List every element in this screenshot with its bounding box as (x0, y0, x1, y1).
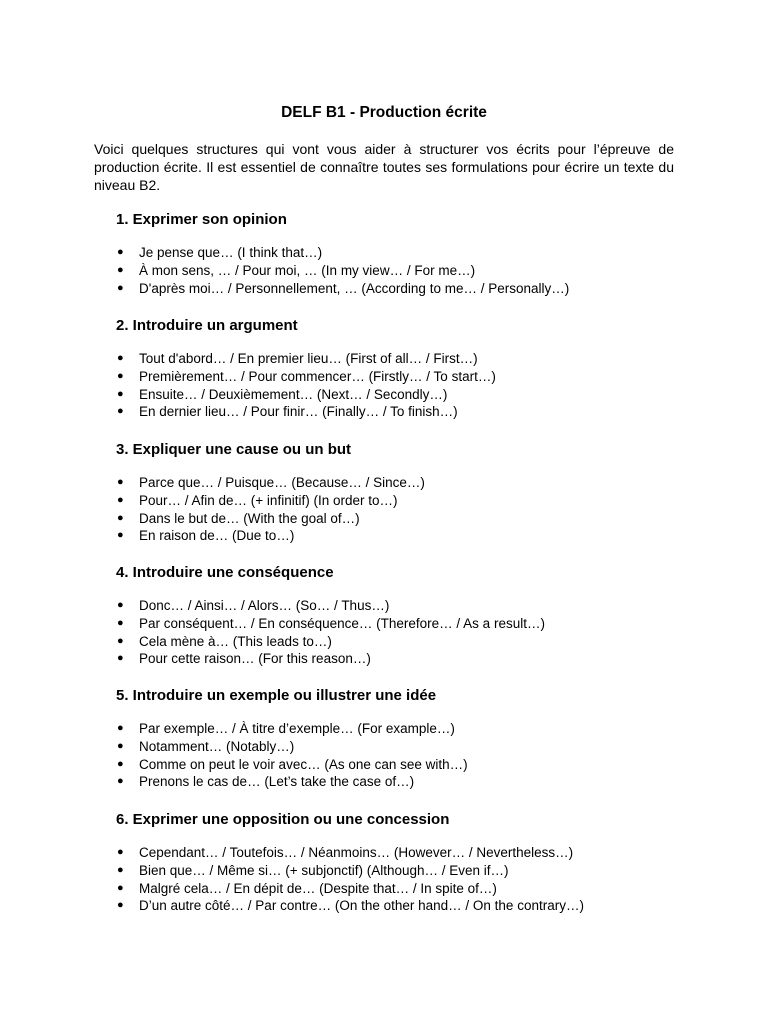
list-item-text: Bien que… / Même si… (+ subjonctif) (Although… / Even if…) (139, 862, 509, 878)
section-heading: 4. Introduire une conséquence (116, 564, 334, 581)
list-item-text: D'après moi… / Personnellement, … (According to me… / Personally…) (139, 280, 570, 296)
list-item-text: Cependant… / Toutefois… / Néanmoins… (However… / Nevertheless…) (139, 845, 574, 860)
bullet-icon: ● (117, 739, 124, 752)
bullet-icon: ● (117, 246, 124, 258)
list-item (116, 773, 676, 791)
list-item-text: Cela mène à… (This leads to…) (139, 633, 332, 649)
list-item-text: Parce que… / Puisque… (Because… / Since…) (139, 475, 425, 490)
list-item-text: En dernier lieu… / Pour finir… (Finally… / To finish…) (139, 404, 458, 420)
list-item-text: Par exemple… / À titre d’exemple… (For example…) (139, 721, 455, 736)
bullet-icon: ● (117, 863, 124, 876)
section-heading: 1. Exprimer son opinion (116, 211, 287, 228)
bullet-icon: ● (117, 281, 124, 294)
bullet-icon: ● (117, 775, 124, 788)
bullet-icon: ● (117, 616, 124, 629)
list-item (116, 650, 676, 668)
list-item (116, 633, 676, 651)
list-item (116, 862, 676, 880)
list-item (116, 403, 676, 421)
bullet-icon: ● (117, 369, 124, 382)
bullet-icon: ● (117, 263, 124, 276)
list-item-text: Pour cette raison… (For this reason…) (139, 651, 371, 667)
section-2 (116, 316, 676, 421)
list-item-text: Prenons le cas de… (Let’s take the case of…) (139, 774, 415, 790)
list-item-text: Notamment… (Notably…) (139, 738, 295, 754)
section-5 (116, 686, 676, 791)
bullet-icon: ● (117, 405, 124, 418)
list-item (116, 350, 676, 368)
bullet-icon: ● (117, 722, 124, 734)
list-item (116, 386, 676, 404)
bullet-icon: ● (117, 634, 124, 647)
section-1 (116, 210, 676, 297)
list-item-text: Premièrement… / Pour commencer… (Firstly… / To start…) (139, 368, 496, 384)
bullet-icon: ● (117, 529, 124, 542)
section-6 (116, 810, 676, 915)
list-item-text: Donc… / Ainsi… / Alors… (So… / Thus…) (139, 598, 390, 613)
bullet-icon: ● (117, 387, 124, 400)
bullet-icon: ● (117, 899, 124, 912)
list-item-text: À mon sens, … / Pour moi, … (In my view… / For me…) (139, 262, 476, 278)
list-item (116, 244, 676, 262)
list-item-text: Par conséquent… / En conséquence… (Therefore… / As a result…) (139, 615, 545, 631)
section-heading: 3. Expliquer une cause ou un but (116, 441, 352, 458)
list-item-text: Je pense que… (I think that…) (139, 245, 323, 260)
bullet-list (116, 350, 676, 421)
list-item (116, 615, 676, 633)
bullet-list (116, 244, 676, 297)
list-item (116, 510, 676, 528)
bullet-icon: ● (117, 652, 124, 665)
bullet-list (116, 474, 676, 545)
list-item (116, 738, 676, 756)
bullet-icon: ● (117, 846, 124, 858)
intro-paragraph: Voici quelques structures qui vont vous aider à structurer vos écrits pour l’épreuve de production écrite. Il est essentiel de connaître toutes ses formulations pour écrire un texte du niveau B2. (94, 141, 674, 193)
bullet-icon: ● (117, 881, 124, 894)
bullet-icon: ● (117, 757, 124, 770)
list-item-text: Comme on peut le voir avec… (As one can see with…) (139, 756, 468, 772)
list-item-text: Ensuite… / Deuxièmement… (Next… / Secondly…) (139, 386, 448, 402)
list-item (116, 280, 676, 298)
list-item (116, 527, 676, 545)
section-heading: 6. Exprimer une opposition ou une concession (116, 811, 450, 828)
bullet-icon: ● (117, 511, 124, 524)
bullet-icon: ● (117, 493, 124, 506)
list-item (116, 262, 676, 280)
list-item (116, 897, 676, 915)
list-item (116, 492, 676, 510)
list-item-text: En raison de… (Due to…) (139, 528, 295, 544)
list-item-text: Pour… / Afin de… (+ infinitif) (In order to…) (139, 492, 398, 508)
list-item (116, 756, 676, 774)
list-item-text: Tout d'abord… / En premier lieu… (First of all… / First…) (139, 351, 478, 366)
section-heading: 5. Introduire un exemple ou illustrer une idée (116, 687, 437, 704)
list-item (116, 597, 676, 615)
list-item (116, 720, 676, 738)
bullet-icon: ● (117, 352, 124, 364)
list-item (116, 844, 676, 862)
bullet-list (116, 844, 676, 915)
bullet-icon: ● (117, 476, 124, 488)
section-3 (116, 440, 676, 545)
list-item-text: Dans le but de… (With the goal of…) (139, 510, 360, 526)
list-item (116, 474, 676, 492)
bullet-list (116, 720, 676, 791)
section-heading: 2. Introduire un argument (116, 317, 298, 334)
list-item-text: D’un autre côté… / Par contre… (On the other hand… / On the contrary…) (139, 898, 584, 914)
bullet-icon: ● (117, 599, 124, 611)
list-item (116, 368, 676, 386)
list-item (116, 880, 676, 898)
list-item-text: Malgré cela… / En dépit de… (Despite that… / In spite of…) (139, 880, 497, 896)
document-title: DELF B1 - Production écrite (281, 104, 487, 121)
bullet-list (116, 597, 676, 668)
section-4 (116, 563, 676, 668)
